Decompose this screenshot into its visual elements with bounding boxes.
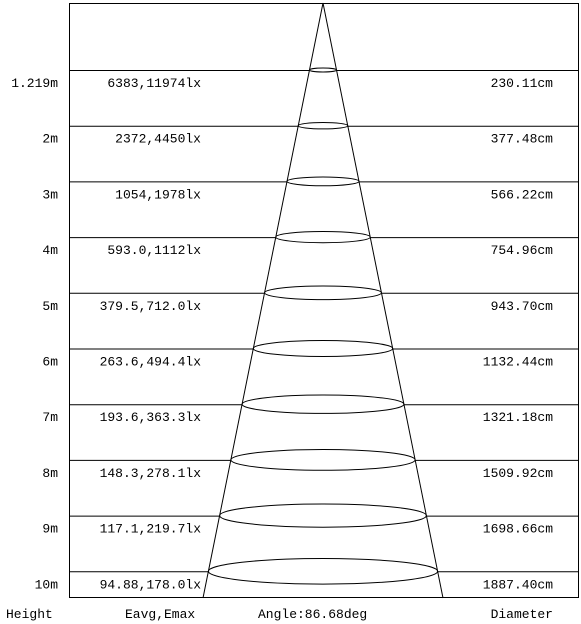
- row-height-label: 5m: [42, 298, 58, 314]
- row-height-label: 7m: [42, 410, 58, 426]
- row-diameter-label: 1887.40cm: [482, 577, 553, 593]
- cone-left-edge: [203, 3, 323, 598]
- row-height-label: 4m: [42, 243, 58, 259]
- beam-cross-section: [298, 123, 347, 129]
- beam-cross-section: [208, 559, 437, 585]
- row-diameter-label: 1509.92cm: [482, 465, 553, 481]
- row-diameter-label: 230.11cm: [490, 76, 553, 91]
- row-illuminance-label: 593.0,1112lx: [107, 243, 201, 259]
- beam-cross-section: [287, 177, 359, 186]
- beam-cross-section: [276, 232, 370, 243]
- row-height-label: 3m: [42, 187, 58, 203]
- light-cone: [203, 3, 443, 598]
- row-diameter-label: 754.96cm: [490, 243, 553, 259]
- row-height-label: 8m: [42, 465, 58, 481]
- beam-cross-section: [231, 450, 415, 471]
- beam-cross-section: [242, 395, 404, 413]
- row-height-label: 2m: [42, 131, 58, 147]
- row-illuminance-label: 1054,1978lx: [115, 187, 201, 203]
- row-diameter-label: 566.22cm: [490, 187, 553, 203]
- row-height-label: 10m: [34, 577, 58, 593]
- row-illuminance-label: 117.1,219.7lx: [99, 521, 201, 537]
- row-illuminance-label: 6383,11974lx: [107, 76, 201, 91]
- angle-label: Angle:86.68deg: [258, 607, 368, 622]
- rows: [11, 76, 553, 592]
- row-height-label: 6m: [42, 354, 58, 370]
- row-diameter-label: 943.70cm: [490, 298, 553, 314]
- beam-cross-section: [253, 341, 392, 357]
- row-illuminance-label: 379.5,712.0lx: [99, 298, 201, 314]
- row-illuminance-label: 2372,4450lx: [115, 131, 201, 147]
- row-diameter-label: 1321.18cm: [482, 410, 553, 426]
- cone-right-edge: [323, 3, 443, 598]
- footer: [6, 607, 553, 622]
- row-height-label: 1.219m: [11, 76, 58, 91]
- row-illuminance-label: 148.3,278.1lx: [99, 465, 201, 481]
- row-illuminance-label: 193.6,363.3lx: [99, 410, 201, 426]
- row-diameter-label: 377.48cm: [490, 131, 553, 147]
- beam-cross-section: [265, 286, 382, 300]
- beam-cross-section: [309, 68, 336, 72]
- row-diameter-label: 1132.44cm: [482, 354, 553, 370]
- row-diameter-label: 1698.66cm: [482, 521, 553, 537]
- diameter-column-label: Diameter: [490, 607, 553, 622]
- height-column-label: Height: [6, 607, 53, 622]
- row-height-label: 9m: [42, 521, 58, 537]
- row-illuminance-label: 263.6,494.4lx: [99, 354, 201, 370]
- row-illuminance-label: 94.88,178.0lx: [99, 577, 201, 593]
- beam-cross-section: [220, 504, 427, 527]
- eavg-emax-column-label: Eavg,Emax: [125, 607, 196, 622]
